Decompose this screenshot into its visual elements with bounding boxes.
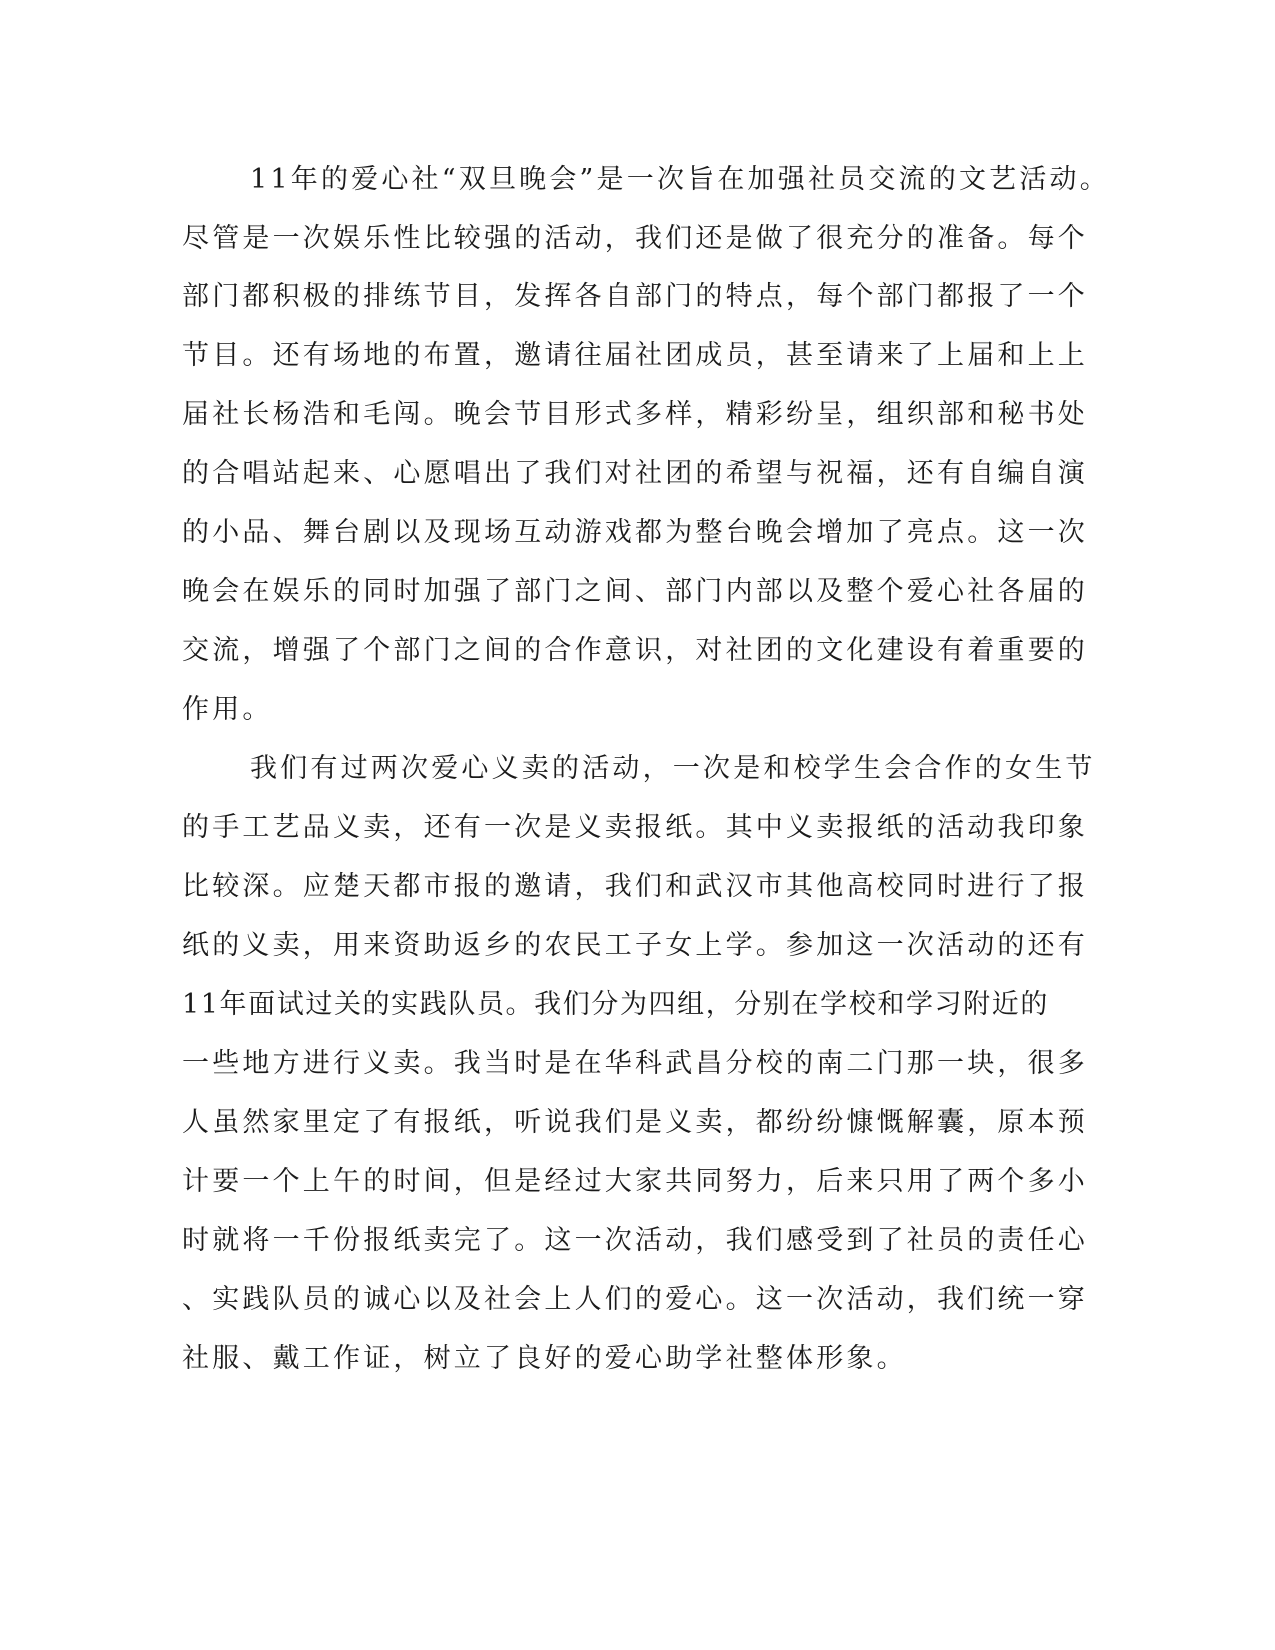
- paragraph-line: 计要一个上午的时间，但是经过大家共同努力，后来只用了两个多小: [182, 1166, 1088, 1197]
- paragraph-line: 一些地方进行义卖。我当时是在华科武昌分校的南二门那一块，很多: [182, 1048, 1088, 1079]
- paragraph-line: 、实践队员的诚心以及社会上人们的爱心。这一次活动，我们统一穿: [182, 1284, 1088, 1315]
- paragraph-line: 部门都积极的排练节目，发挥各自部门的特点，每个部门都报了一个: [182, 281, 1088, 312]
- paragraph-line: 时就将一千份报纸卖完了。这一次活动，我们感受到了社员的责任心: [182, 1225, 1088, 1256]
- paragraph-line: 社服、戴工作证，树立了良好的爱心助学社整体形象。: [182, 1343, 907, 1374]
- paragraph-line: 作用。: [182, 694, 273, 725]
- paragraph-line: 的手工艺品义卖，还有一次是义卖报纸。其中义卖报纸的活动我印象: [182, 812, 1088, 843]
- paragraph-line: 比较深。应楚天都市报的邀请，我们和武汉市其他高校同时进行了报: [182, 871, 1088, 902]
- paragraph-line: 尽管是一次娱乐性比较强的活动，我们还是做了很充分的准备。每个: [182, 223, 1088, 254]
- paragraph-line: 我们有过两次爱心义卖的活动，一次是和校学生会合作的女生节: [250, 753, 1096, 784]
- paragraph-line: 交流，增强了个部门之间的合作意识，对社团的文化建设有着重要的: [182, 635, 1088, 666]
- paragraph-line: 人虽然家里定了有报纸，听说我们是义卖，都纷纷慷慨解囊，原本预: [182, 1107, 1088, 1138]
- paragraph-line: 纸的义卖，用来资助返乡的农民工子女上学。参加这一次活动的还有: [182, 930, 1088, 961]
- paragraph-line: 的小品、舞台剧以及现场互动游戏都为整台晚会增加了亮点。这一次: [182, 517, 1088, 548]
- paragraph-line: 11年的爱心社“双旦晚会”是一次旨在加强社员交流的文艺活动。: [250, 164, 1110, 195]
- paragraph-line: 的合唱站起来、心愿唱出了我们对社团的希望与祝福，还有自编自演: [182, 458, 1088, 489]
- paragraph-line: 届社长杨浩和毛闯。晚会节目形式多样，精彩纷呈，组织部和秘书处: [182, 399, 1088, 430]
- paragraph-line: 晚会在娱乐的同时加强了部门之间、部门内部以及整个爱心社各届的: [182, 576, 1088, 607]
- paragraph-line: 节目。还有场地的布置，邀请往届社团成员，甚至请来了上届和上上: [182, 340, 1088, 371]
- paragraph-line: 11年面试过关的实践队员。我们分为四组，分别在学校和学习附近的: [182, 989, 1049, 1020]
